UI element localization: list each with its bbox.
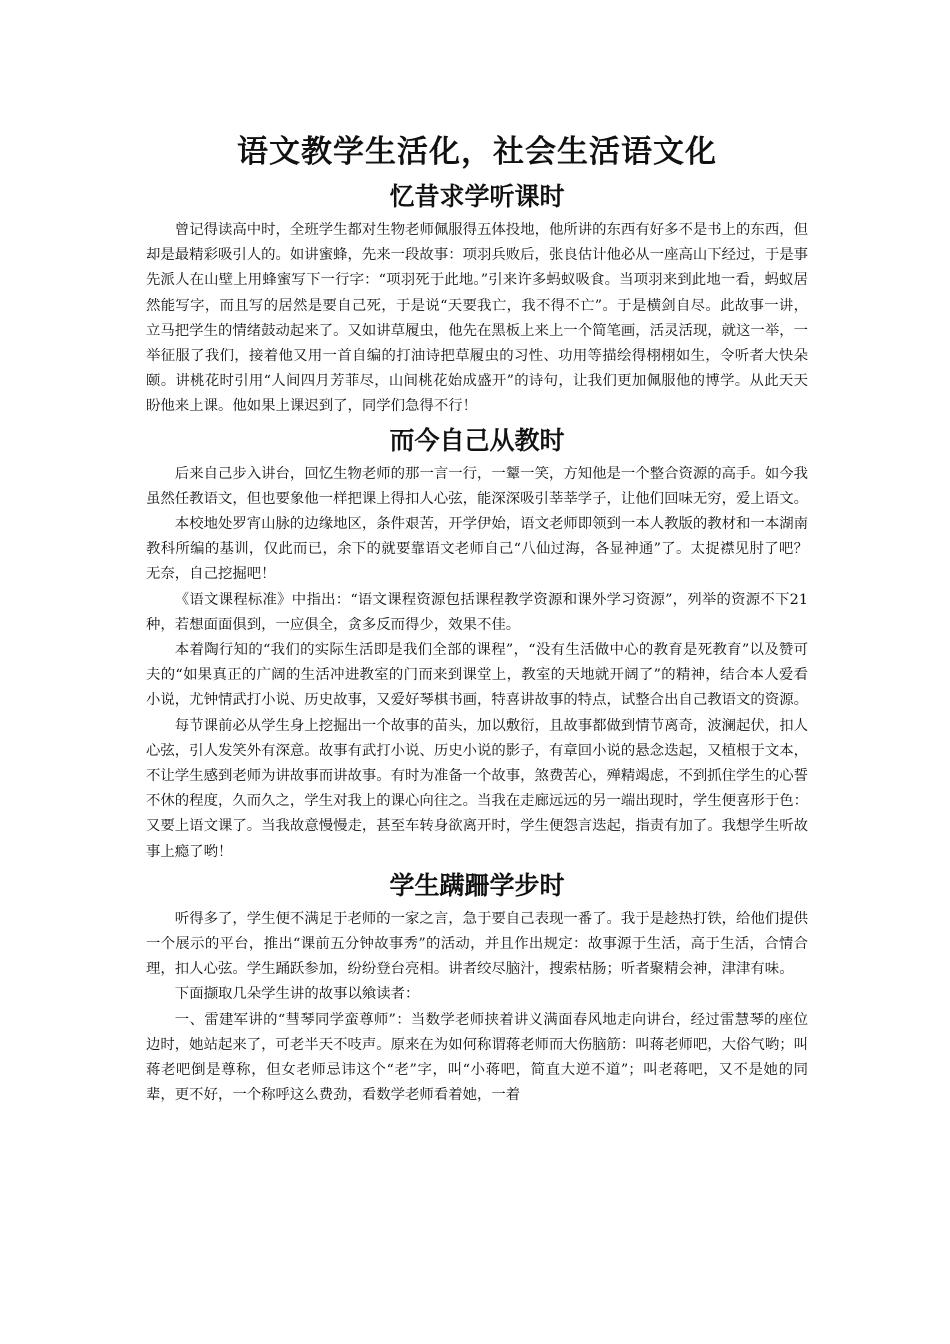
paragraph: 曾记得读高中时，全班学生都对生物老师佩服得五体投地，他所讲的东西有好多不是书上的东西，但却是最精彩吸引人的。如讲蜜蜂，先来一段故事：项羽兵败后，张良估计他必从一座高山下经过，于是事先派人在山壁上用蜂蜜写下一行字：“项羽死于此地。”引来许多蚂蚁吸食。当项羽来到此地一看，蚂蚁居然能写字，而且写的居然是要自己死，于是说“天要我亡，我不得不亡”。于是横剑自尽。此故事一讲，立马把学生的情绪鼓动起来了。又如讲草履虫，他先在黑板上来上一个简笔画，活灵活现，就这一举，一举征服了我们，接着他又用一首自编的打油诗把草履虫的习性、功用等描绘得栩栩如生，令听者大快朵颐。讲桃花时引用“人间四月芳菲尽，山间桃花始成盛开”的诗句，让我们更加佩服他的博学。从此天天盼他来上课。他如果上课迟到了，同学们急得不行！ (146, 222, 808, 415)
document-page (146, 128, 808, 1109)
paragraph: 后来自己步入讲台，回忆生物老师的那一言一行，一颦一笑，方知他是一个整合资源的高手。如今我虽然任教语文，但也要象他一样把课上得扣人心弦，能深深吸引莘莘学子，让他们回味无穷，爱上语文。 (146, 465, 808, 507)
paragraph: 下面撷取几朵学生讲的故事以飨读者： (174, 986, 420, 1003)
section-2 (146, 420, 808, 865)
paragraph: 《语文课程标准》中指出：“语文课程资源包括课程教学资源和课外学习资源”，列举的资源不下21种，若想面面俱到，一应俱全，贪多反而得少，效果不佳。 (146, 591, 808, 633)
section-heading: 学生蹒跚学步时 (389, 870, 565, 900)
section-heading: 忆昔求学听课时 (389, 182, 565, 211)
paragraph: 一、雷建军讲的“彗琴同学蛮尊师”：当数学老师挟着讲义满面春风地走向讲台，经过雷慧琴的座位边时，她站起来了，可老半天不吱声。原来在为如何称谓蒋老师而大伤脑筋：叫蒋老师吧，大俗气哟；叫蒋老吧倒是尊称，但女老师忌讳这个“老”字，叫“小蒋吧，简直大逆不道”；叫老蒋吧，又不是她的同辈，更不好，一个称呼这么费劲，看数学老师看着她，一着 (146, 1011, 808, 1104)
section-1 (146, 176, 808, 420)
paragraph: 听得多了，学生便不满足于老师的一家之言，急于要自己表现一番了。我于是趁热打铁，给他们提供一个展示的平台，推出“课前五分钟故事秀”的活动，并且作出规定：故事源于生活，高于生活，合情合理，扣人心弦。学生踊跃参加，纷纷登台亮相。讲者绞尽脑汁，搜索枯肠；听者聚精会神，津津有味。 (146, 910, 808, 978)
section-heading: 而今自己从教时 (389, 425, 565, 455)
paragraph: 本校地处罗宵山脉的边缘地区，条件艰苦，开学伊始，语文老师即领到一本人教版的教材和一本湖南教科所编的基训，仅此而已，余下的就要靠语文老师自己“八仙过海，各显神通”了。太捉襟见肘了吧？无奈，自己挖掘吧！ (146, 516, 808, 583)
paragraph: 本着陶行知的“我们的实际生活即是我们全部的课程”，“没有生活做中心的教育是死教育”以及赞可夫的“如果真正的广阔的生活冲进教室的门而来到课堂上，教室的天地就开阔了”的精神，结合本人爱看小说，尤钟情武打小说、历史故事，又爱好琴棋书画，特喜讲故事的特点，试整合出自己教语文的资源。 (146, 642, 808, 709)
section-3 (146, 865, 808, 1109)
paragraph: 每节课前必从学生身上挖掘出一个故事的苗头，加以敷衍，且故事都做到情节离奇，波澜起伏，扣人心弦，引人发笑外有深意。故事有武打小说、历史小说的影子，有章回小说的悬念迭起，又植根于文本，不让学生感到老师为讲故事而讲故事。有时为准备一个故事，煞费苦心，殚精竭虑，不到抓住学生的心誓不休的程度，久而久之，学生对我上的课心向往之。当我在走廊远远的另一端出现时，学生便喜形于色：又要上语文课了。当我故意慢慢走，甚至车转身欲离开时，学生便怨言迭起，指责有加了。我想学生听故事上瘾了哟！ (146, 717, 808, 860)
document-title: 语文教学生活化，社会生活语文化 (237, 134, 717, 170)
